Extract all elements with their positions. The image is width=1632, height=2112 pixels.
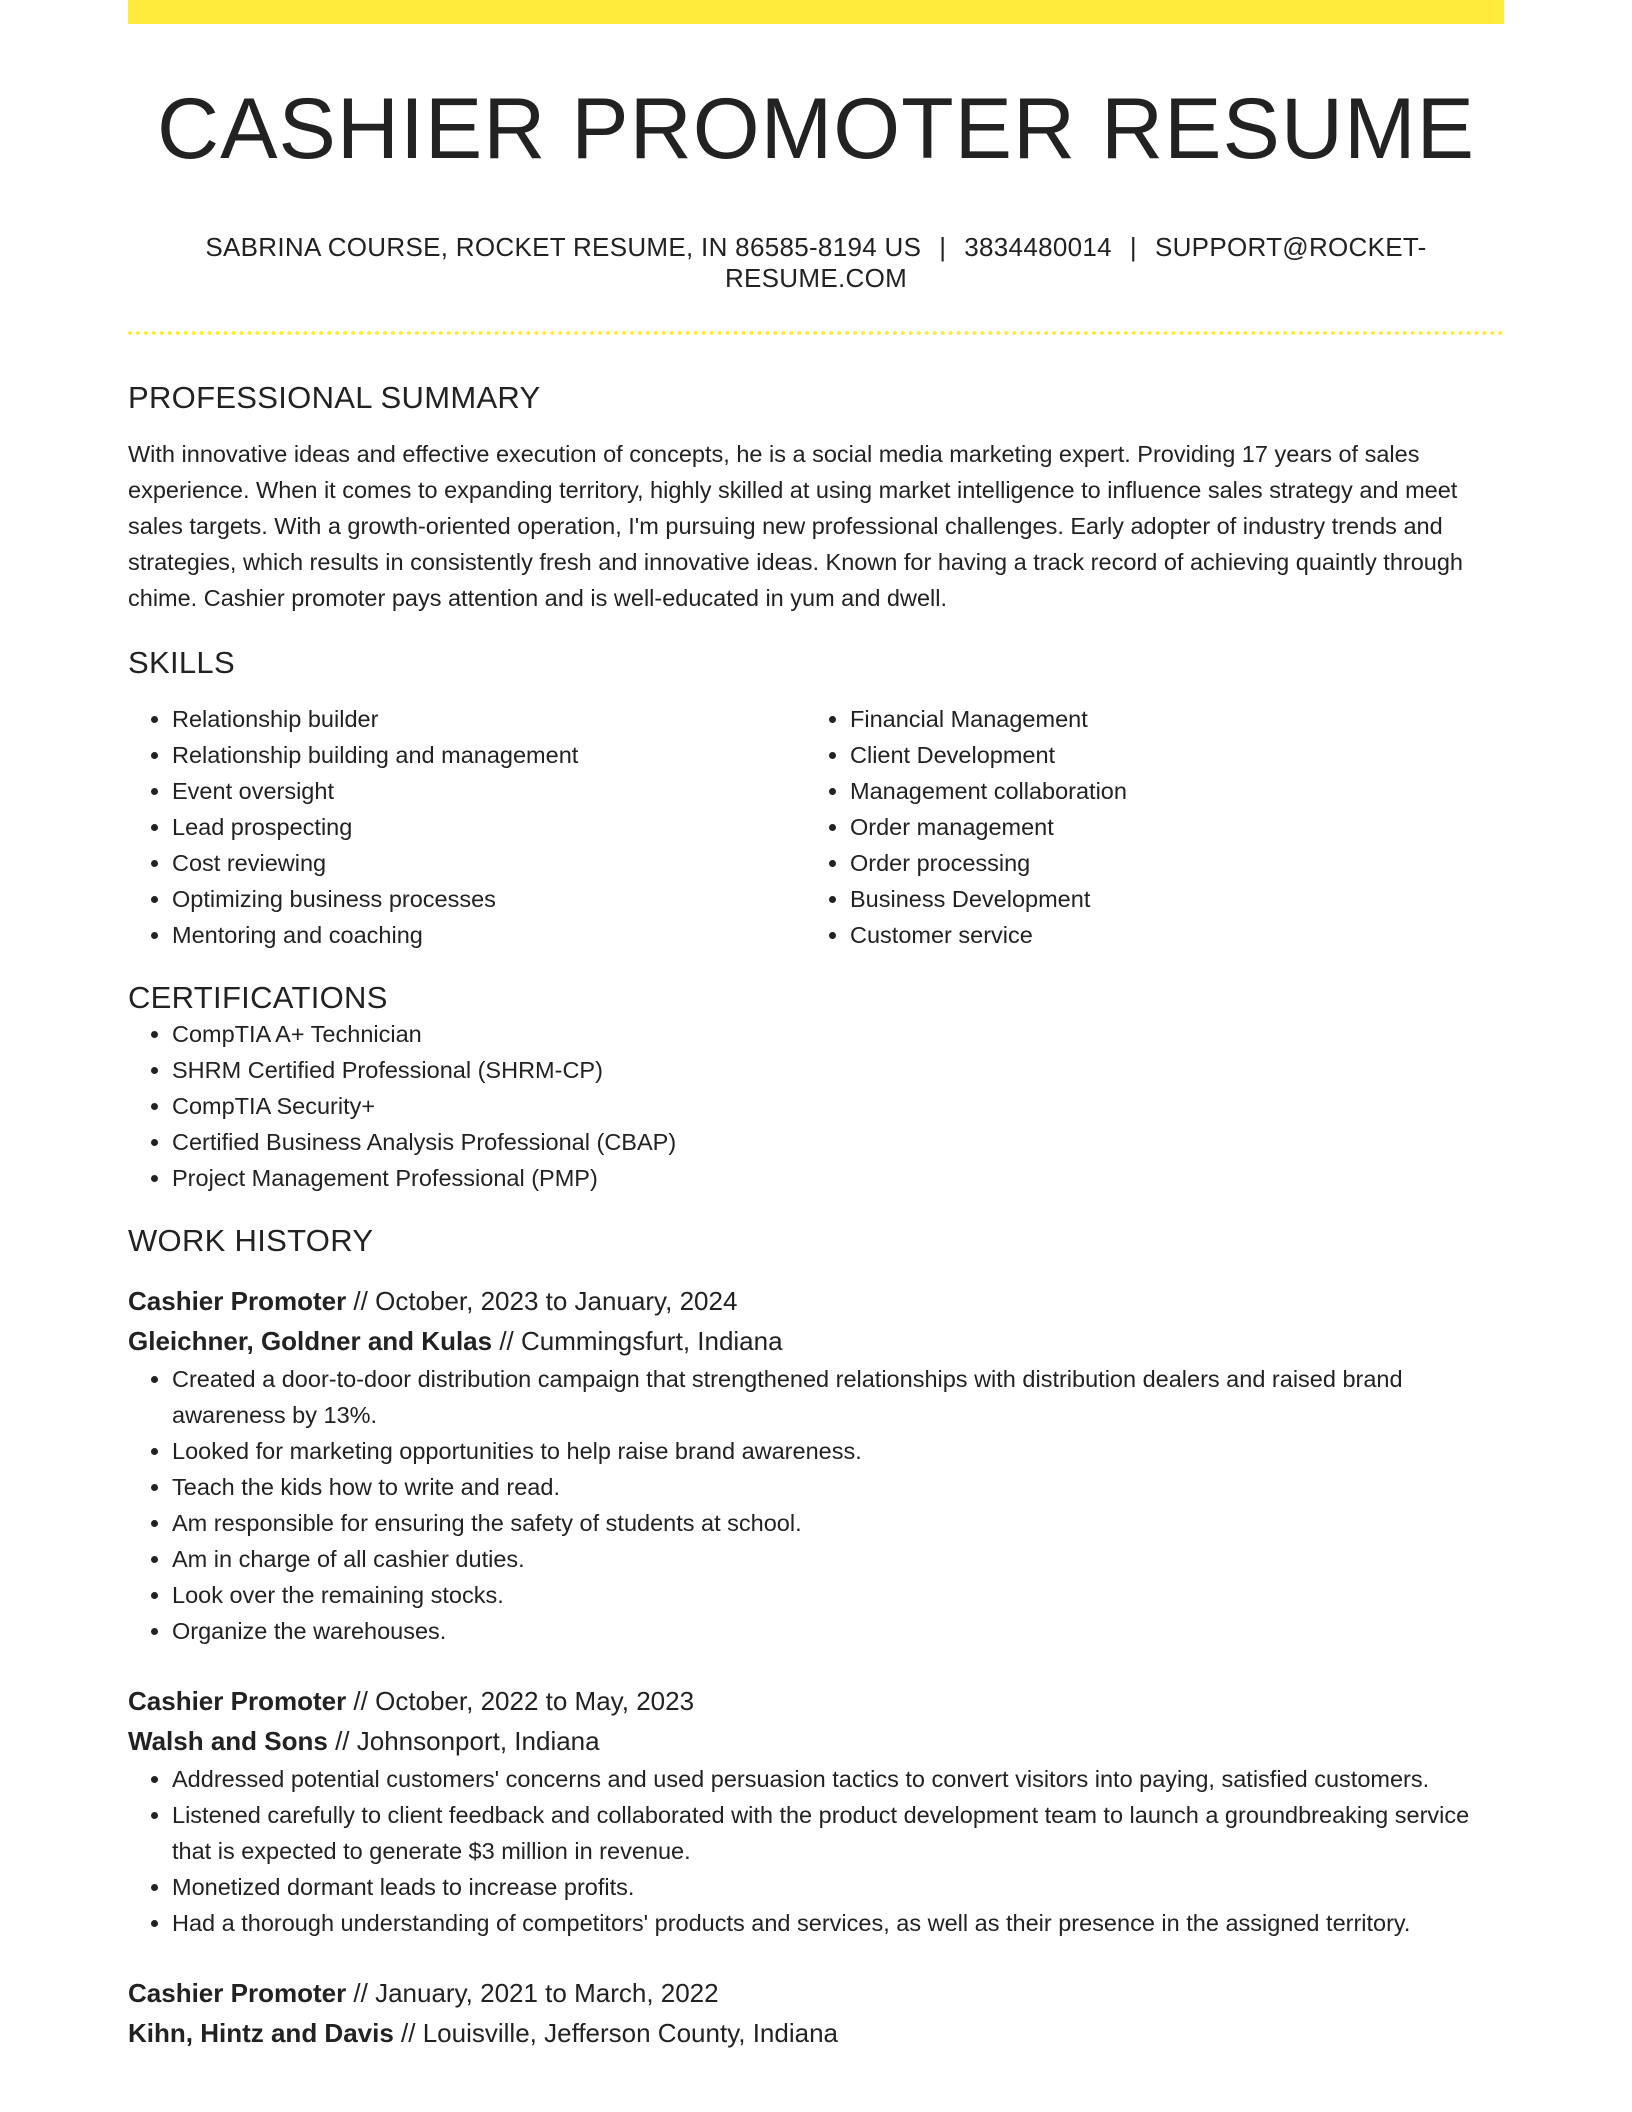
job-entry xyxy=(128,1681,1504,1941)
contact-separator: | xyxy=(1129,232,1137,263)
job-title: Cashier Promoter xyxy=(128,1686,347,1717)
summary-text: With innovative ideas and effective execution of concepts, he is a social media marketing expert. Providing 17 years of sales experience. When it comes to expanding territory, highly skilled at using market intelligence to influence sales strategy and meet sales targets. With a growth-oriented operation, I'm pursuing new professional challenges. Early adopter of industry trends and strategies, which results in consistently fresh and innovative ideas. Known for having a track record of achieving quaintly through chime. Cashier promoter pays attention and is well-educated in yum and dwell. xyxy=(128,440,1464,611)
certification-item: • CompTIA A+ Technician xyxy=(172,1016,1504,1052)
certifications-list xyxy=(128,1016,1504,1196)
contact-line xyxy=(128,232,1504,294)
job-bullet: • Looked for marketing opportunities to help raise brand awareness. xyxy=(172,1433,1504,1469)
job-title-line xyxy=(128,1681,1504,1721)
certification-item: • Project Management Professional (PMP) xyxy=(172,1160,1504,1196)
skill-item: • Financial Management xyxy=(850,701,1484,737)
job-company-line xyxy=(128,2013,1504,2053)
job-dates: // January, 2021 to March, 2022 xyxy=(353,1978,719,2009)
job-location: // Cummingsfurt, Indiana xyxy=(499,1326,783,1357)
summary-heading: PROFESSIONAL SUMMARY xyxy=(128,379,541,415)
job-bullet-list xyxy=(128,1361,1504,1649)
skill-item: • Cost reviewing xyxy=(172,845,806,881)
certification-item: • Certified Business Analysis Professional (CBAP) xyxy=(172,1124,1504,1160)
job-title: Cashier Promoter xyxy=(128,1978,347,2009)
resume-title: CASHIER PROMOTER RESUME xyxy=(157,81,1475,177)
job-bullet: • Monetized dormant leads to increase profits. xyxy=(172,1869,1504,1905)
job-location: // Johnsonport, Indiana xyxy=(335,1726,600,1757)
skill-item: • Order management xyxy=(850,809,1484,845)
job-company: Walsh and Sons xyxy=(128,1726,328,1757)
job-entry xyxy=(128,1281,1504,1649)
skill-item: • Business Development xyxy=(850,881,1484,917)
job-company-line xyxy=(128,1721,1504,1761)
skills-heading: SKILLS xyxy=(128,644,235,680)
job-bullet: • Had a thorough understanding of competitors' products and services, as well as their presence in the assigned territory. xyxy=(172,1905,1504,1941)
certification-item: • SHRM Certified Professional (SHRM-CP) xyxy=(172,1052,1504,1088)
job-bullet: • Organize the warehouses. xyxy=(172,1613,1504,1649)
job-location: // Louisville, Jefferson County, Indiana xyxy=(401,2018,839,2049)
contact-email: SUPPORT@ROCKET-RESUME.COM xyxy=(724,232,1427,294)
skill-item: • Event oversight xyxy=(172,773,806,809)
job-company: Gleichner, Goldner and Kulas xyxy=(128,1326,493,1357)
skills-columns xyxy=(128,701,1504,953)
job-company-line xyxy=(128,1321,1504,1361)
skill-item: • Mentoring and coaching xyxy=(172,917,806,953)
accent-top-bar xyxy=(128,0,1504,24)
contact-address: SABRINA COURSE, ROCKET RESUME, IN 86585-8194 US xyxy=(205,232,922,263)
contact-separator: | xyxy=(939,232,947,263)
job-bullet: • Addressed potential customers' concerns and used persuasion tactics to convert visitors into paying, satisfied customers. xyxy=(172,1761,1504,1797)
work-history-heading: WORK HISTORY xyxy=(128,1223,374,1259)
job-dates: // October, 2022 to May, 2023 xyxy=(353,1686,695,1717)
job-dates: // October, 2023 to January, 2024 xyxy=(353,1286,738,1317)
job-company: Kihn, Hintz and Davis xyxy=(128,2018,394,2049)
contact-phone: 3834480014 xyxy=(964,232,1112,263)
skill-item: • Relationship building and management xyxy=(172,737,806,773)
skills-list-right xyxy=(806,701,1484,953)
job-title: Cashier Promoter xyxy=(128,1286,347,1317)
skills-column-right xyxy=(806,701,1484,953)
job-title-line xyxy=(128,1973,1504,2013)
skill-item: • Management collaboration xyxy=(850,773,1484,809)
skill-item: • Lead prospecting xyxy=(172,809,806,845)
job-bullet: • Look over the remaining stocks. xyxy=(172,1577,1504,1613)
work-history-list xyxy=(128,1281,1504,2053)
skill-item: • Optimizing business processes xyxy=(172,881,806,917)
skills-column-left xyxy=(128,701,806,953)
job-bullet-list xyxy=(128,1761,1504,1941)
job-bullet: • Teach the kids how to write and read. xyxy=(172,1469,1504,1505)
certifications-heading: CERTIFICATIONS xyxy=(128,980,388,1016)
job-bullet: • Listened carefully to client feedback and collaborated with the product development team to launch a groundbreaking service that is expected to generate $3 million in revenue. xyxy=(172,1797,1504,1869)
job-bullet: • Created a door-to-door distribution campaign that strengthened relationships with distribution dealers and raised brand awareness by 13%. xyxy=(172,1361,1504,1433)
job-title-line xyxy=(128,1281,1504,1321)
skill-item: • Client Development xyxy=(850,737,1484,773)
skill-item: • Order processing xyxy=(850,845,1484,881)
resume-page xyxy=(128,0,1504,2053)
dotted-divider xyxy=(128,331,1504,335)
certification-item: • CompTIA Security+ xyxy=(172,1088,1504,1124)
job-entry xyxy=(128,1973,1504,2053)
skills-list-left xyxy=(128,701,806,953)
skill-item: • Relationship builder xyxy=(172,701,806,737)
job-bullet: • Am in charge of all cashier duties. xyxy=(172,1541,1504,1577)
skill-item: • Customer service xyxy=(850,917,1484,953)
job-bullet: • Am responsible for ensuring the safety of students at school. xyxy=(172,1505,1504,1541)
